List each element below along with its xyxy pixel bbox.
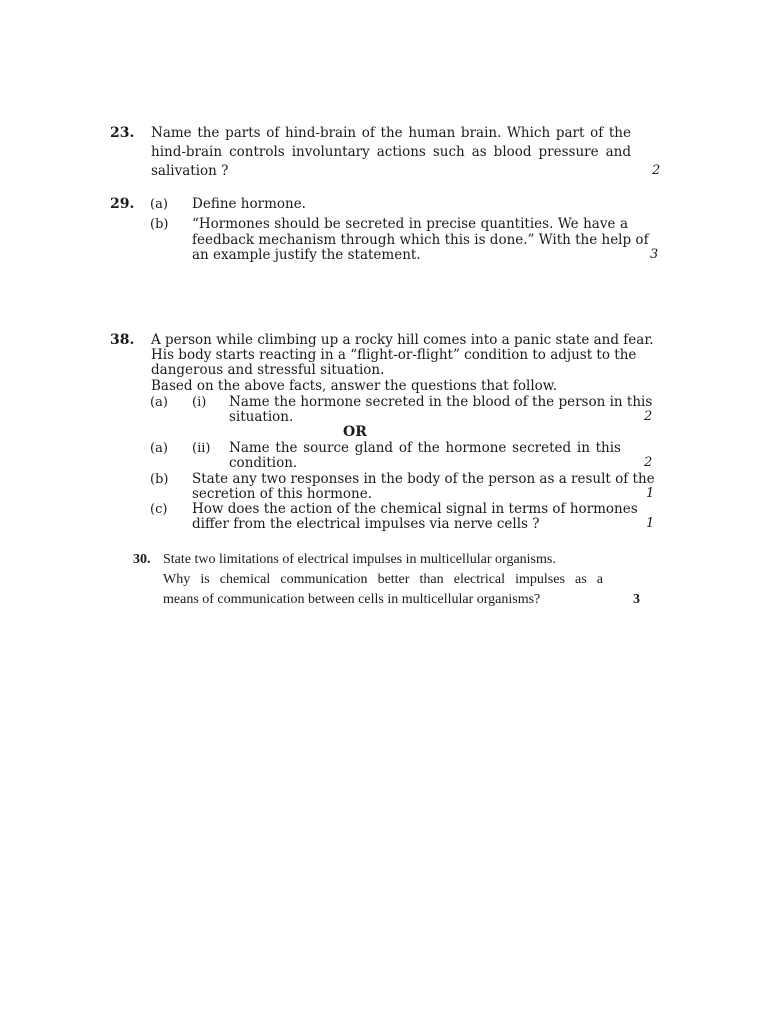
- part-label: (a): [150, 395, 168, 410]
- question-text-line: State two limitations of electrical impulses in multicellular organisms.: [163, 552, 556, 567]
- part-text-line: differ from the electrical impulses via nerve cells ?: [192, 516, 540, 532]
- marks-value: 3: [633, 592, 640, 607]
- intro-text-line: Based on the above facts, answer the questions that follow.: [151, 378, 558, 394]
- part-label: (c): [150, 502, 168, 517]
- or-label: OR: [343, 424, 367, 440]
- intro-text-line: dangerous and stressful situation.: [151, 362, 385, 378]
- part-text-line: State any two responses in the body of the person as a result of the: [192, 471, 655, 487]
- sub-part-label: (i): [192, 395, 207, 410]
- question-number: 38.: [110, 332, 135, 348]
- question-text-line: means of communication between cells in multicellular organisms?: [163, 592, 541, 607]
- part-text-line: condition.: [229, 455, 298, 471]
- part-text-line: Name the source gland of the hormone secreted in this: [229, 440, 621, 456]
- sub-part-label: (ii): [192, 441, 211, 456]
- marks-value: 2: [644, 409, 653, 424]
- part-label: (b): [150, 217, 169, 232]
- part-text-line: feedback mechanism through which this is done.” With the help of: [192, 232, 649, 248]
- part-label: (b): [150, 472, 169, 487]
- part-text-line: How does the action of the chemical signal in terms of hormones: [192, 501, 638, 517]
- question-number: 30.: [133, 552, 151, 567]
- marks-value: 2: [652, 163, 661, 178]
- part-text-line: “Hormones should be secreted in precise quantities. We have a: [192, 216, 628, 232]
- intro-text-line: A person while climbing up a rocky hill comes into a panic state and fear.: [151, 332, 654, 348]
- intro-text-line: His body starts reacting in a “flight-or-flight” condition to adjust to the: [151, 347, 637, 363]
- question-text-line: Why is chemical communication better than electrical impulses as a: [163, 572, 603, 587]
- part-label: (a): [150, 197, 168, 212]
- part-text-line: Name the hormone secreted in the blood of the person in this: [229, 394, 653, 410]
- part-text-line: secretion of this hormone.: [192, 486, 373, 502]
- question-text-line: salivation ?: [151, 163, 229, 179]
- question-number: 29.: [110, 196, 135, 212]
- question-text-line: hind-brain controls involuntary actions such as blood pressure and: [151, 144, 631, 160]
- marks-value: 1: [646, 486, 655, 501]
- marks-value: 3: [650, 247, 659, 262]
- marks-value: 1: [646, 516, 655, 531]
- marks-value: 2: [644, 455, 653, 470]
- question-number: 23.: [110, 125, 135, 141]
- question-text-line: Name the parts of hind-brain of the human brain. Which part of the: [151, 125, 631, 141]
- part-text-line: Define hormone.: [192, 196, 306, 212]
- part-label: (a): [150, 441, 168, 456]
- part-text-line: situation.: [229, 409, 294, 425]
- part-text-line: an example justify the statement.: [192, 247, 421, 263]
